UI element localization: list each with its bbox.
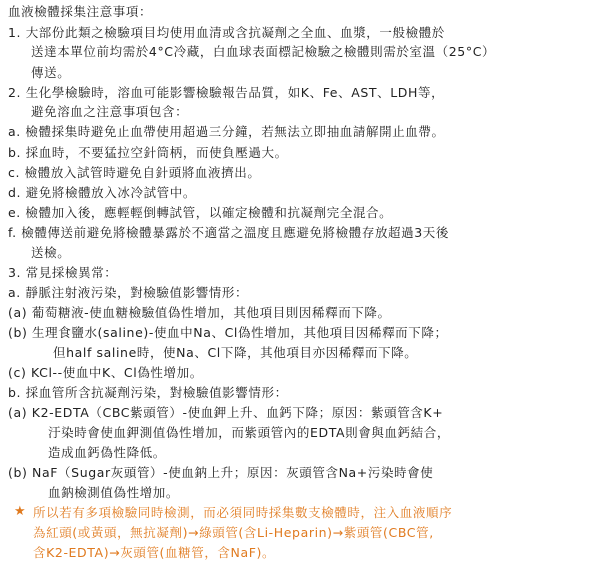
text-line: 1. 大部份此類之檢驗項目均使用血清或含抗凝劑之全血、血漿，一般檢體於 [8, 25, 445, 40]
text-line: 送達本單位前均需於4°C冷藏，白血球表面標記檢驗之檢體則需於室溫（25°C） [31, 44, 496, 59]
text-line: e. 檢體加入後，應輕輕倒轉試管，以確定檢體和抗凝劑完全混合。 [8, 205, 393, 220]
text-line: (a) K2-EDTA（CBC紫頭管）-使血鉀上升、血鈣下降；原因：紫頭管含K+ [8, 405, 444, 420]
text-line: (c) KCl--使血中K、Cl偽性增加。 [8, 365, 203, 380]
text-line: 血鈉檢測值偽性增加。 [48, 485, 180, 500]
text-line: d. 避免將檢體放入冰冷試管中。 [8, 185, 196, 200]
text-line: (b) 生理食鹽水(saline)-使血中Na、Cl偽性增加，其他項目因稀釋而下降； [8, 325, 448, 340]
document-title: 血液檢體採集注意事項： [8, 4, 153, 19]
text-line: 汙染時會使血鉀測值偽性增加，而紫頭管內的EDTA則會與血鈣結合， [48, 425, 450, 440]
text-line: (b) NaF（Sugar灰頭管）-使血鈉上升；原因：灰頭管含Na+污染時會使 [8, 465, 434, 480]
text-line: a. 檢體採集時避免止血帶使用超過三分鐘，若無法立即抽血請解開止血帶。 [8, 124, 445, 139]
text-line: a. 靜脈注射液污染，對檢驗值影響情形： [8, 285, 249, 300]
text-line: b. 採血管所含抗凝劑污染，對檢驗值影響情形： [8, 385, 288, 400]
text-line: 但half saline時，使Na、Cl下降，其他項目亦因稀釋而下降。 [53, 345, 418, 360]
text-line: c. 檢體放入試管時避免自針頭將血液擠出。 [8, 165, 261, 180]
text-line: 避免溶血之注意事項包含： [31, 104, 189, 119]
text-line: b. 採血時，不要猛拉空針筒柄，而使負壓過大。 [8, 145, 288, 160]
star-icon: ★ [14, 504, 27, 519]
note-line: 所以若有多項檢驗同時檢測，而必須同時採集數支檢體時，注入血液順序 [33, 505, 453, 520]
note-line: 為紅頭(或黃頭，無抗凝劑)→綠頭管(含Li-Heparin)→紫頭管(CBC管, [33, 525, 434, 540]
text-line: 3. 常見採檢異常： [8, 265, 118, 280]
text-line: 造成血鈣偽性降低。 [48, 445, 166, 460]
text-line: 傳送。 [31, 65, 71, 80]
note-line: 含K2-EDTA)→灰頭管(血糖管，含NaF)。 [33, 545, 276, 560]
text-line: 2. 生化學檢驗時，溶血可能影響檢驗報告品質，如K、Fe、AST、LDH等， [8, 85, 445, 100]
text-line: (a) 葡萄糖液-使血糖檢驗值偽性增加，其他項目則因稀釋而下降。 [8, 305, 391, 320]
text-line: f. 檢體傳送前避免將檢體暴露於不適當之溫度且應避免將檢體存放超過3天後 [8, 225, 449, 240]
text-line: 送檢。 [31, 245, 71, 260]
